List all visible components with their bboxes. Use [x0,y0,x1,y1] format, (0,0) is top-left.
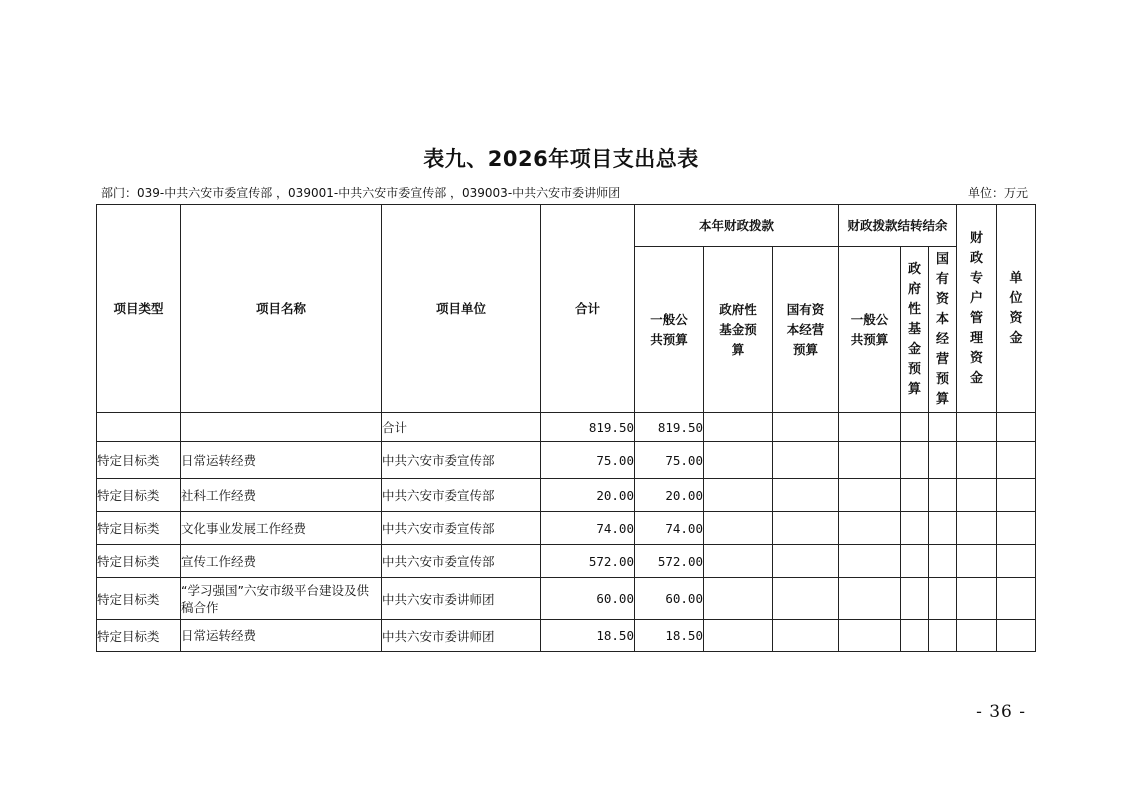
row-unit: 中共六安市委宣传部 [382,545,541,578]
header-state-capital-cell [773,247,839,413]
department-info: 部门：039-中共六安市委宣传部 ，039001-中共六安市委宣传部 ，039003-中共六安市委讲师团 [101,186,621,200]
header-unit-funds-cell [997,205,1036,413]
row-name: “学习强国”六安市级平台建设及供稿合作 [181,578,382,620]
row-general-public: 18.50 [635,620,704,652]
row-total: 60.00 [541,578,635,620]
row-general-public: 74.00 [635,512,704,545]
row-type: 特定目标类 [97,512,181,545]
row-total: 74.00 [541,512,635,545]
table-row [97,620,1036,652]
row-type: 特定目标类 [97,545,181,578]
header-carry-gov-fund-cell [901,247,929,413]
row-name: 社科工作经费 [181,479,382,512]
cell [181,413,382,442]
row-unit: 中共六安市委讲师团 [382,620,541,652]
page-number: - 36 - [976,702,1026,722]
row-general-public: 20.00 [635,479,704,512]
summary-row [97,413,1036,442]
row-general-public: 60.00 [635,578,704,620]
header-general-public: 一般公共预算 [650,311,688,347]
header-general-public-cell [635,247,704,413]
header-total: 合计 [541,205,635,413]
header-carry-state-capital: 国有资本经营预算 [936,251,950,407]
row-unit: 中共六安市委宣传部 [382,479,541,512]
header-carry-general-public: 一般公共预算 [850,311,889,347]
table-row [97,479,1036,512]
row-name: 文化事业发展工作经费 [181,512,382,545]
header-gov-fund-cell [704,247,773,413]
row-name: 日常运转经费 [181,620,382,652]
row-type: 特定目标类 [97,620,181,652]
header-carry-general-public-cell [839,247,901,413]
header-project-type: 项目类型 [97,205,181,413]
header-unit-funds: 单位资金 [1009,270,1023,346]
row-type: 特定目标类 [97,578,181,620]
table-row [97,545,1036,578]
row-name: 日常运转经费 [181,442,382,479]
header-state-capital: 国有资本经营预算 [786,301,825,357]
row-type: 特定目标类 [97,442,181,479]
unit-label: 单位：万元 [967,186,1028,200]
table-row [97,578,1036,620]
header-special-funds: 财政专户管理资金 [970,230,984,386]
summary-label: 合计 [382,413,541,442]
header-carry-gov-fund: 政府性基金预算 [908,261,922,397]
summary-general-public: 819.50 [635,413,704,442]
cell [97,413,181,442]
row-total: 75.00 [541,442,635,479]
row-general-public: 75.00 [635,442,704,479]
table-title: 表九、2026年项目支出总表 [423,147,699,171]
row-type: 特定目标类 [97,479,181,512]
row-unit: 中共六安市委宣传部 [382,442,541,479]
table-row [97,442,1036,479]
row-name: 宣传工作经费 [181,545,382,578]
header-special-funds-cell [957,205,997,413]
summary-total: 819.50 [541,413,635,442]
header-carry-state-capital-cell [929,247,957,413]
row-total: 572.00 [541,545,635,578]
header-current-year-group: 本年财政拨款 [635,205,839,247]
row-unit: 中共六安市委讲师团 [382,578,541,620]
row-unit: 中共六安市委宣传部 [382,512,541,545]
row-total: 18.50 [541,620,635,652]
header-project-unit: 项目单位 [382,205,541,413]
table-row [97,512,1036,545]
header-gov-fund: 政府性基金预算 [719,301,757,357]
row-general-public: 572.00 [635,545,704,578]
header-project-name: 项目名称 [181,205,382,413]
row-total: 20.00 [541,479,635,512]
project-expenditure-table [96,204,1036,652]
header-carryover-group: 财政拨款结转结余 [839,205,957,247]
